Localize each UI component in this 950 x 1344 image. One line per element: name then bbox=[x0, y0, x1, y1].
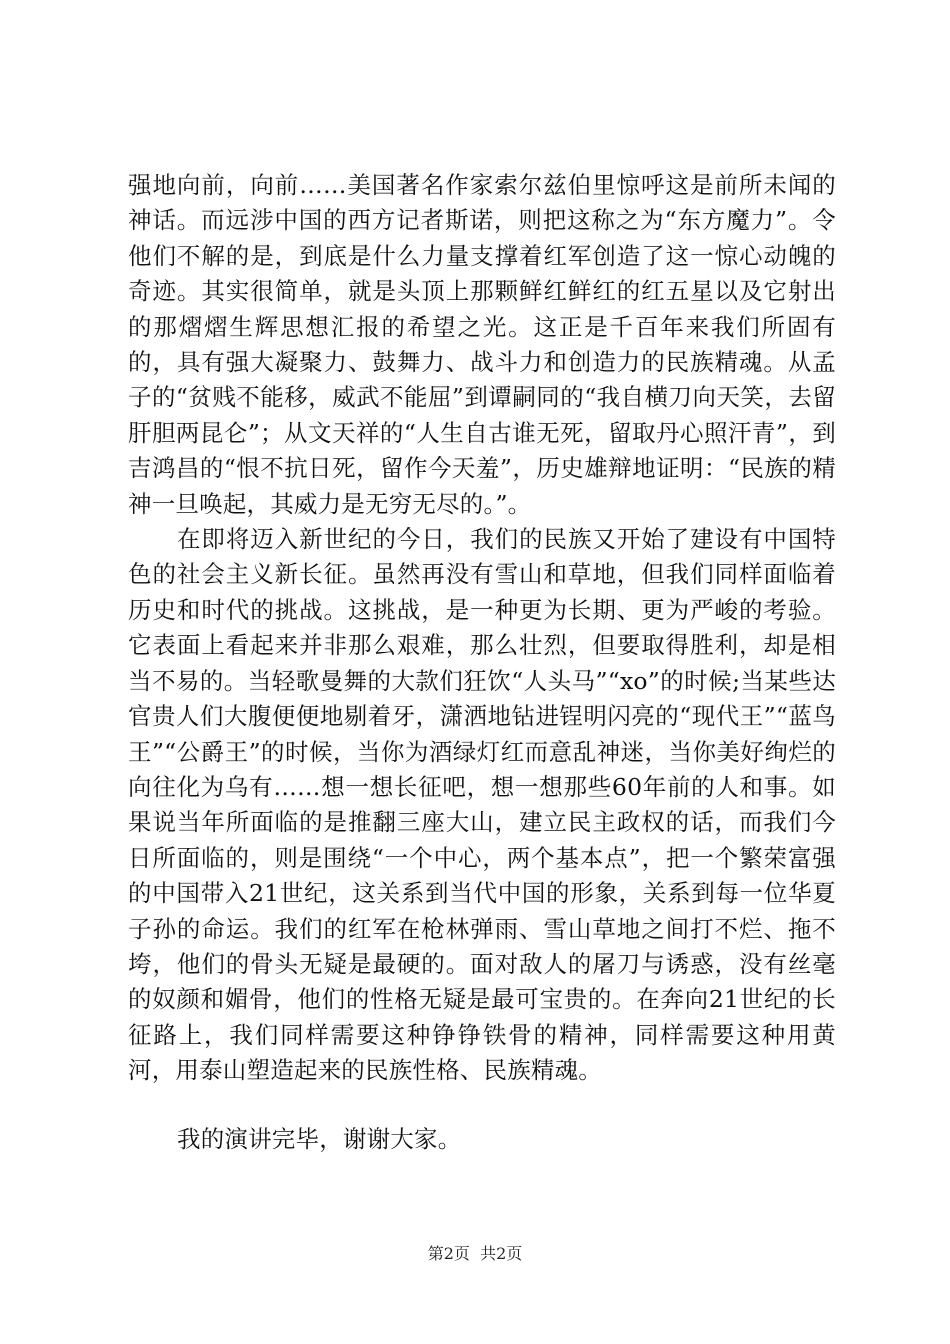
paragraph-continuation: 强地向前，向前……美国著名作家索尔兹伯里惊呼这是前所未闻的神话。而远涉中国的西方记者斯诺，则把这称之为“东方魔力”。令他们不解的是，到底是什么力量支撑着红军创造了这一惊心动魄的奇迹。其实很简单，就是头顶上那颗鲜红鲜红的红五星以及它射出的那熠熠生辉思想汇报的希望之光。这正是千百年来我们所固有的，具有强大凝聚力、鼓舞力、战斗力和创造力的民族精魂。从孟子的“贫贱不能移，威武不能屈”到谭嗣同的“我自横刀向天笑，去留肝胆两昆仑”；从文天祥的“人生自古谁无死，留取丹心照汗青”，到吉鸿昌的“恨不抗日死，留作今天羞”，历史雄辩地证明：“民族的精神一旦唤起，其威力是无穷无尽的。”。 bbox=[128, 171, 836, 518]
document-body bbox=[128, 168, 836, 1157]
paragraph-closing-remark: 我的演讲完毕，谢谢大家。 bbox=[177, 1124, 462, 1153]
page-footer: 第2页 共2页 bbox=[427, 1244, 523, 1263]
paragraph-new-long-march: 在即将迈入新世纪的今日，我们的民族又开始了建设有中国特色的社会主义新长征。虽然再没有雪山和草地，但我们同样面临着历史和时代的挑战。这挑战，是一种更为长期、更为严峻的考验。它表面上看起来并非那么艰难，那么壮烈，但要取得胜利，却是相当不易的。当轻歌曼舞的大款们狂饮“人头马”“xo”的时候;当某些达官贵人们大腹便便地剔着牙，潇洒地钻进锃明闪亮的“现代王”“蓝鸟王”“公爵王”的时候，当你为酒绿灯红而意乱神迷，当你美好绚烂的向往化为乌有……想一想长征吧，想一想那些60年前的人和事。如果说当年所面临的是推翻三座大山，建立民主政权的话，而我们今日所面临的，则是围绕“一个中心，两个基本点”，把一个繁荣富强的中国带入21世纪，这关系到当代中国的形象，关系到每一位华夏子孙的命运。我们的红军在枪林弹雨、雪山草地之间打不烂、拖不垮，他们的骨头无疑是最硬的。面对敌人的屠刀与诱惑，没有丝毫的奴颜和媚骨，他们的性格无疑是最可宝贵的。在奔向21世纪的长征路上，我们同样需要这种铮铮铁骨的精神，同样需要这种用黄河，用泰山塑造起来的民族性格、民族精魂。 bbox=[128, 525, 836, 1085]
